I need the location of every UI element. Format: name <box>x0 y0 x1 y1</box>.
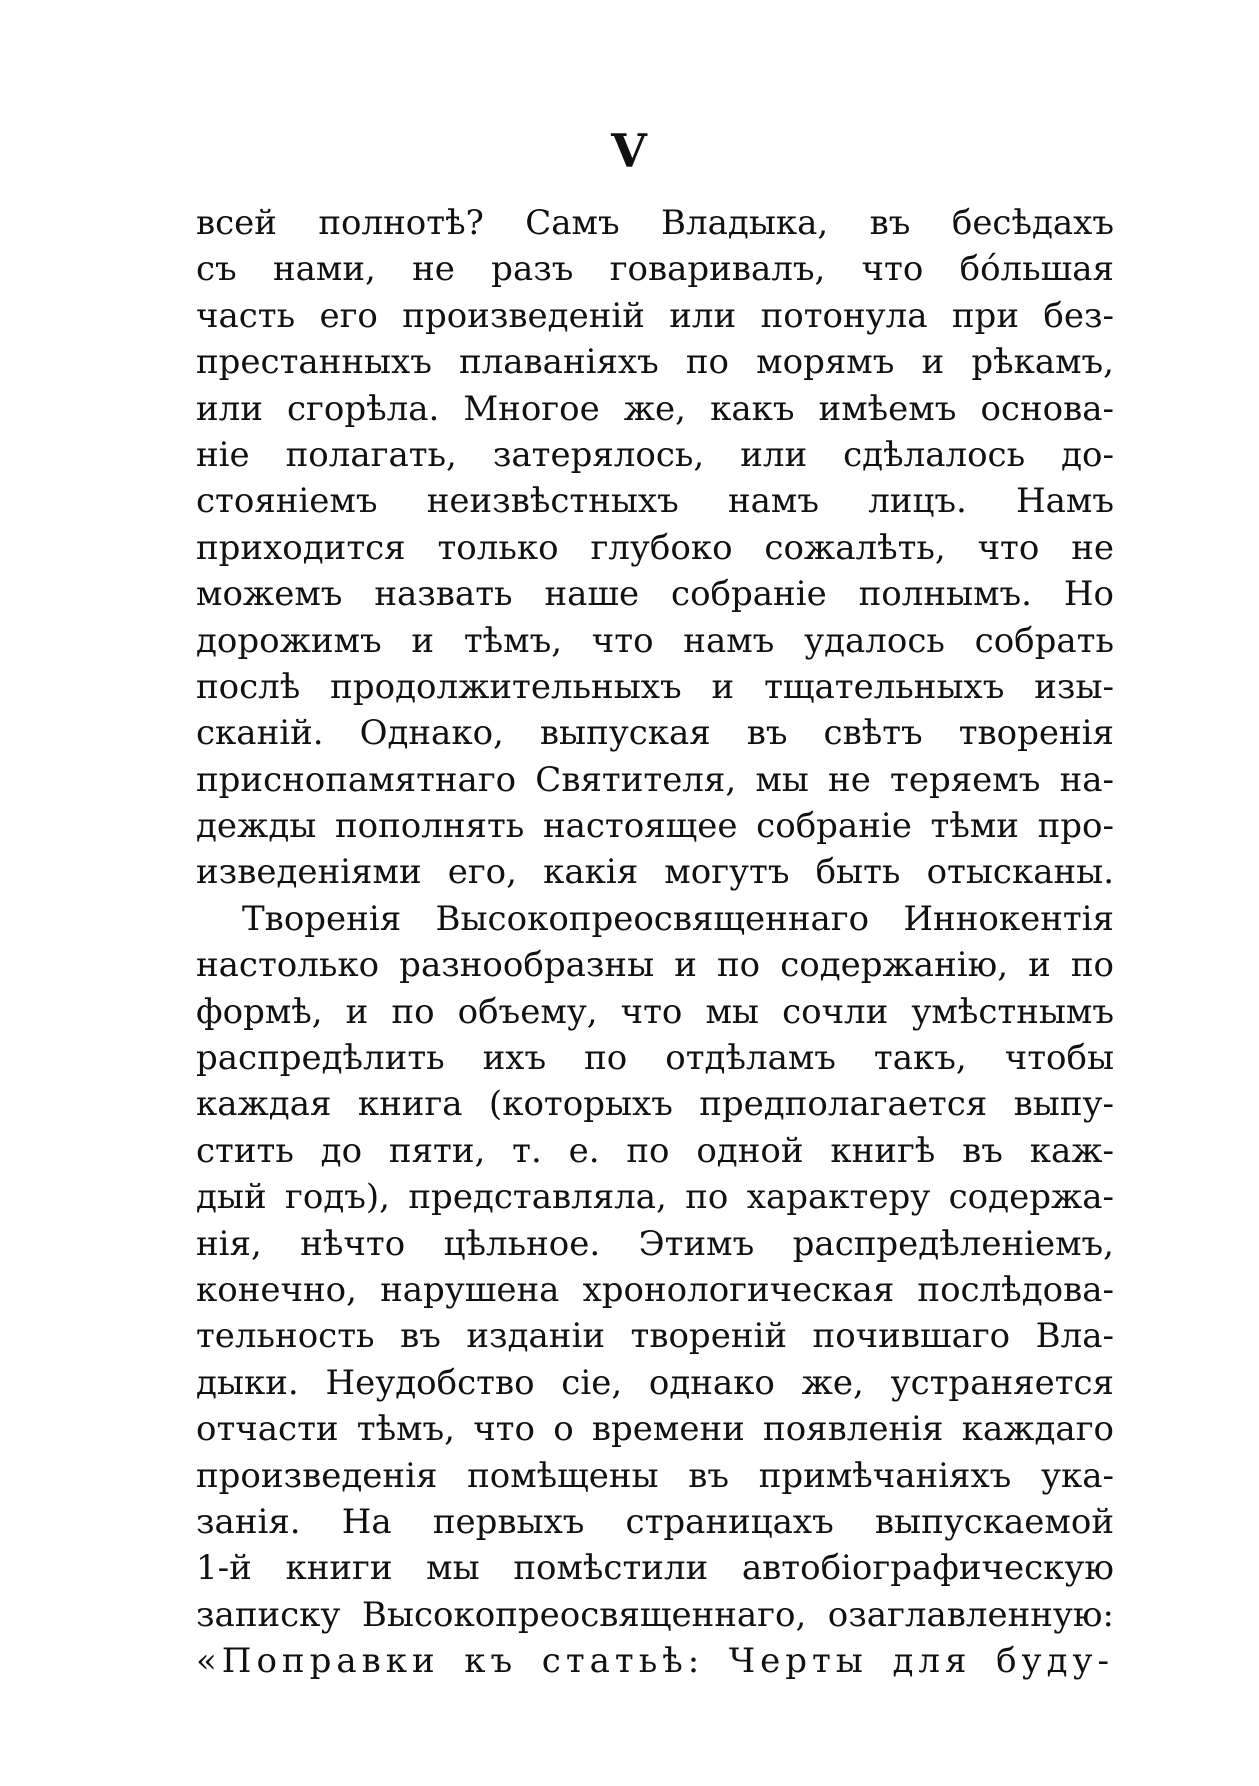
text-line: записку Высокопреосвященнаго, озаглавленную: <box>196 1594 1114 1635</box>
text-line: занія. На первыхъ страницахъ выпускаемой <box>196 1501 1114 1542</box>
text-line: дежды пополнять настоящее собраніе тѣми про- <box>196 806 1114 847</box>
text-line: съ нами, не разъ говаривалъ, что бо́льшая <box>196 249 1114 290</box>
text-line: произведенія помѣщены въ примѣчаніяхъ ука- <box>196 1455 1114 1496</box>
text-line: можемъ назвать наше собраніе полнымъ. Но <box>196 574 1114 615</box>
text-line: стояніемъ неизвѣстныхъ намъ лицъ. Намъ <box>196 481 1114 522</box>
text-line: ніе полагать, затерялось, или сдѣлалось до- <box>196 434 1114 475</box>
text-line: тельность въ изданіи твореній почившаго Вла- <box>196 1316 1114 1357</box>
text-line: послѣ продолжительныхъ и тщательныхъ изы- <box>196 666 1114 707</box>
text-line: изведеніями его, какія могутъ быть отысканы. <box>196 852 1114 893</box>
paragraph-first-line: Творенія Высокопреосвященнаго Иннокентія <box>242 898 1114 939</box>
body-text <box>196 200 1114 1685</box>
text-line: формѣ, и по объему, что мы сочли умѣстнымъ <box>196 991 1114 1032</box>
text-line: 1-й книги мы помѣстили автобіографическую <box>196 1548 1114 1589</box>
text-line: дый годъ), представляла, по характеру содержа- <box>196 1177 1114 1218</box>
text-line: часть его произведеній или потонула при без- <box>196 295 1114 336</box>
text-line: или сгорѣла. Многое же, какъ имѣемъ основа- <box>196 388 1114 429</box>
text-line: отчасти тѣмъ, что о времени появленія каждаго <box>196 1409 1114 1450</box>
text-line: стить до пяти, т. е. по одной книгѣ въ каж- <box>196 1130 1114 1171</box>
page-number: V <box>611 124 648 178</box>
text-line: настолько разнообразны и по содержанію, и по <box>196 945 1114 986</box>
text-line: распредѣлить ихъ по отдѣламъ такъ, чтобы <box>196 1038 1114 1079</box>
text-line: нія, нѣчто цѣльное. Этимъ распредѣленіемъ, <box>196 1223 1114 1264</box>
text-line: престанныхъ плаваніяхъ по морямъ и рѣкамъ, <box>196 342 1114 383</box>
text-line: каждая книга (которыхъ предполагается выпу- <box>196 1084 1114 1125</box>
text-line: приходится только глубоко сожалѣть, что не <box>196 527 1114 568</box>
text-line: конечно, нарушена хронологическая послѣдова- <box>196 1269 1114 1310</box>
text-line: сканій. Однако, выпуская въ свѣтъ творенія <box>196 713 1114 754</box>
text-line: дорожимъ и тѣмъ, что намъ удалось собрать <box>196 620 1114 661</box>
text-line: всей полнотѣ? Самъ Владыка, въ бесѣдахъ <box>196 203 1114 243</box>
text-line: приснопамятнаго Святителя, мы не теряемъ на- <box>196 759 1114 800</box>
text-line: дыки. Неудобство сіе, однако же, устраняется <box>196 1362 1114 1403</box>
quoted-title-line: «Поправки къ статьѣ: Черты для буду- <box>196 1641 1114 1682</box>
